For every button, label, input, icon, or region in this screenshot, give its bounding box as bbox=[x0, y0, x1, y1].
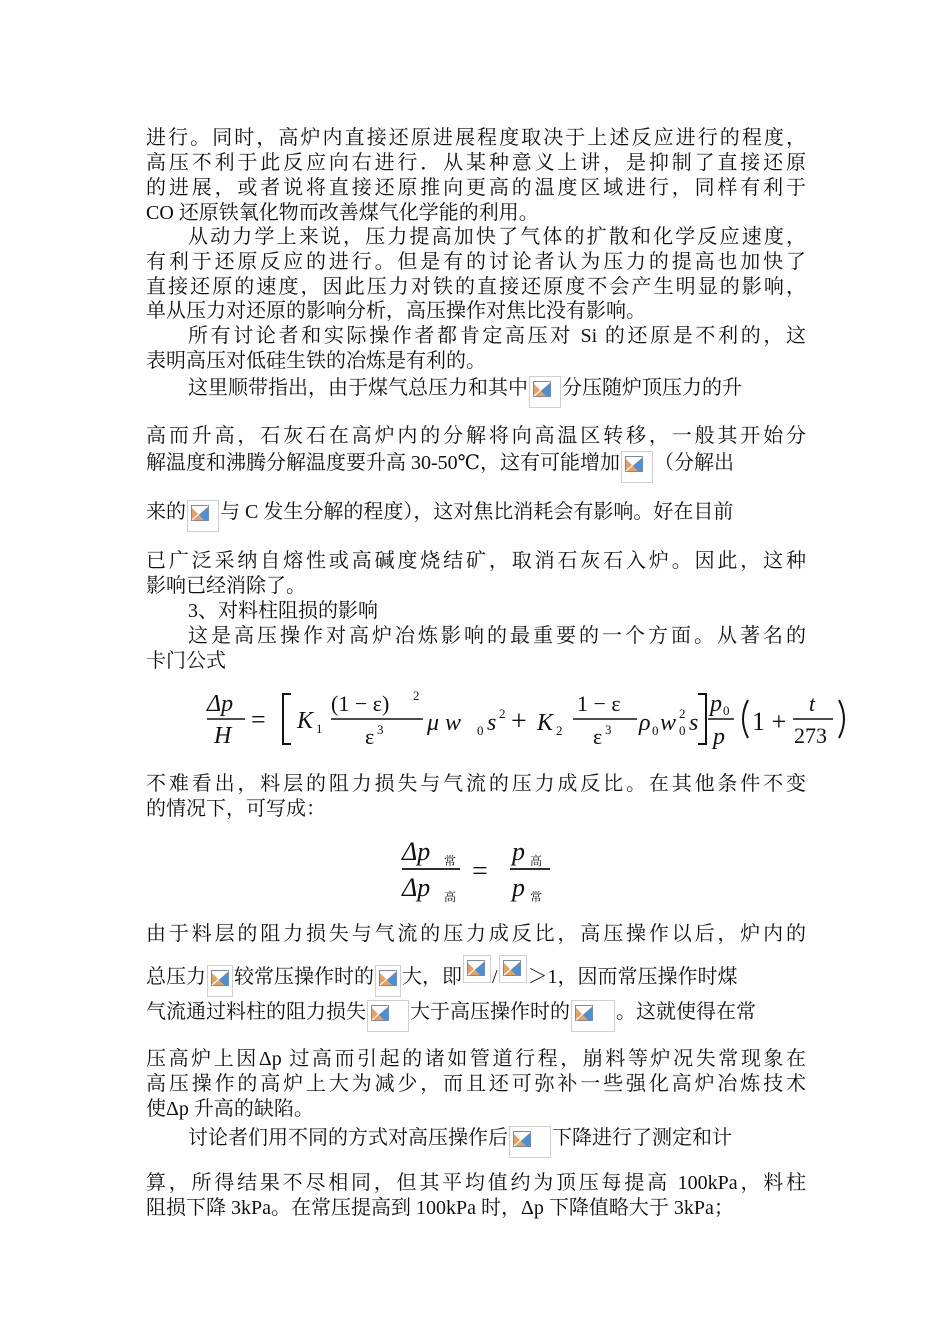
k2-subscript: 2 bbox=[556, 723, 563, 738]
p-denominator: p bbox=[713, 724, 725, 750]
paragraph-line: CO 还原铁氧化物而改善煤气化学能的利用。 bbox=[146, 202, 539, 224]
paragraph-line: 由于料层的阻力损失与气流的压力成反比，高压操作以后，炉内的 bbox=[146, 923, 806, 945]
text-run: 分压随炉顶压力的升 bbox=[562, 377, 742, 399]
text-run: 与 C 发生分解的程度），这对焦比消耗会有影响。好在目前 bbox=[220, 501, 734, 523]
square-exponent: 2 bbox=[413, 688, 420, 703]
broken-image-icon bbox=[375, 965, 401, 997]
text-run: 下降进行了测定和计 bbox=[552, 1127, 732, 1149]
ratio-lhs-denominator: Δp bbox=[402, 873, 431, 902]
paragraph-line: 高而升高，石灰石在高炉内的分解将向高温区转移，一般其开始分 bbox=[146, 425, 806, 447]
paragraph-line: 高压不利于此反应向右进行．从某种意义上讲，是抑制了直接还原 bbox=[146, 152, 806, 174]
paragraph-line bbox=[146, 1000, 806, 1032]
paragraph-line: 所有讨论者和实际操作者都肯定高压对 Si 的还原是不利的，这 bbox=[188, 325, 806, 347]
ratio-rhs-denominator-subscript: 常 bbox=[530, 890, 543, 904]
lhs-numerator: Δp bbox=[207, 691, 234, 717]
paragraph-line: 影响已经消除了。 bbox=[146, 575, 306, 597]
text-run: （分解出 bbox=[654, 452, 735, 474]
paragraph-line: 算，所得结果不尽相同，但其平均值约为顶压每提高 100kPa，料柱 bbox=[146, 1172, 806, 1194]
w0-subscript: 0 bbox=[477, 723, 484, 738]
paragraph-line: 进行。同时，高炉内直接还原进展程度取决于上述反应进行的程度， bbox=[146, 127, 806, 149]
s2-symbol: s bbox=[689, 710, 699, 736]
broken-image-icon bbox=[463, 955, 491, 983]
one-plus: 1 + bbox=[752, 707, 787, 736]
k1-subscript: 1 bbox=[316, 721, 323, 736]
term1-tail: μ w bbox=[427, 710, 462, 736]
text-run: 来的 bbox=[146, 501, 186, 523]
paragraph-line: 压高炉上因Δp 过高而引起的诸如管道行程，崩料等炉况失常现象在 bbox=[146, 1048, 806, 1070]
s-symbol: s bbox=[487, 710, 497, 736]
section-heading: 3、对料柱阻损的影响 bbox=[188, 600, 378, 622]
p0-subscript: 0 bbox=[723, 703, 730, 718]
paragraph-line bbox=[146, 955, 806, 997]
paragraph-line: 不难看出，料层的阻力损失与气流的压力成反比。在其他条件不变 bbox=[146, 773, 806, 795]
plus-sign: + bbox=[511, 706, 527, 737]
paragraph-line bbox=[188, 376, 806, 408]
text-run: 较常压操作时的 bbox=[234, 966, 374, 988]
w-subscript: 0 bbox=[679, 723, 686, 738]
broken-image-icon bbox=[529, 376, 561, 408]
paragraph-line bbox=[188, 1126, 806, 1158]
rho-symbol: ρ bbox=[639, 710, 651, 736]
cube-exponent: 3 bbox=[377, 722, 384, 737]
text-run: 气流通过料柱的阻力损失 bbox=[146, 1001, 366, 1023]
ratio-rhs-numerator-subscript: 高 bbox=[530, 854, 543, 868]
t-numerator: t bbox=[809, 691, 816, 716]
k2-symbol: K bbox=[537, 710, 554, 736]
term2-denominator: ε bbox=[593, 724, 603, 749]
paragraph-line: 的进展，或者说将直接还原推向更高的温度区域进行，同样有利于 bbox=[146, 177, 806, 199]
pressure-ratio-formula bbox=[400, 834, 560, 909]
term2-cube-exponent: 3 bbox=[605, 722, 612, 737]
ratio-rhs-numerator: p bbox=[512, 837, 525, 866]
w-symbol: w bbox=[660, 710, 677, 736]
t-denominator: 273 bbox=[794, 723, 827, 748]
ratio-equals-sign: = bbox=[472, 856, 488, 887]
paragraph-line: 高压操作的高炉上大为减少，而且还可弥补一些强化高炉冶炼技术 bbox=[146, 1073, 806, 1095]
ratio-lhs-numerator: Δp bbox=[402, 837, 431, 866]
term1-denominator: ε bbox=[365, 724, 375, 749]
equals-sign: = bbox=[251, 705, 266, 734]
broken-image-icon bbox=[509, 1126, 551, 1158]
paragraph-line: 从动力学上来说，压力提高加快了气体的扩散和化学反应速度， bbox=[188, 226, 806, 248]
broken-image-icon bbox=[499, 955, 527, 983]
ratio-lhs-numerator-subscript: 常 bbox=[444, 854, 457, 868]
term1-numerator: (1 − ε) bbox=[331, 691, 390, 716]
ratio-rhs-denominator: p bbox=[512, 873, 525, 902]
broken-image-icon bbox=[571, 1000, 615, 1032]
broken-image-icon bbox=[621, 451, 653, 483]
paragraph-line: 这是高压操作对高炉冶炼影响的最重要的一个方面。从著名的 bbox=[188, 625, 806, 647]
paragraph-line: 表明高压对低硅生铁的冶炼是有利的。 bbox=[146, 350, 486, 372]
lhs-denominator: H bbox=[214, 723, 232, 749]
broken-image-icon bbox=[367, 1000, 409, 1032]
term2-numerator: 1 − ε bbox=[577, 691, 621, 716]
paragraph-line: 使Δp 升高的缺陷。 bbox=[146, 1098, 314, 1120]
paragraph-line bbox=[146, 500, 806, 532]
text-run: 大，即 bbox=[402, 966, 462, 988]
paragraph-line: 卡门公式 bbox=[146, 650, 226, 672]
broken-image-icon bbox=[187, 500, 219, 532]
paragraph-line: 直接还原的速度，因此压力对铁的直接还原度不会产生明显的影响， bbox=[146, 276, 806, 298]
paragraph-line: 的情况下，可写成： bbox=[146, 798, 326, 820]
p0-numerator: p bbox=[710, 691, 722, 717]
s-square-exponent: 2 bbox=[499, 706, 506, 721]
text-run: 。这就使得在常 bbox=[616, 1001, 756, 1023]
text-run: ＞1，因而常压操作时煤 bbox=[527, 966, 738, 988]
text-run: 大于高压操作时的 bbox=[410, 1001, 570, 1023]
paragraph-line bbox=[146, 451, 806, 483]
karman-formula bbox=[205, 686, 855, 755]
text-run: / bbox=[492, 966, 498, 988]
text-run: 总压力 bbox=[146, 966, 206, 988]
text-run: 这里顺带指出，由于煤气总压力和其中 bbox=[188, 377, 528, 399]
broken-image-icon bbox=[207, 965, 233, 997]
paragraph-line: 单从压力对还原的影响分析，高压操作对焦比没有影响。 bbox=[146, 300, 646, 322]
paragraph-line: 有利于还原反应的进行。但是有的讨论者认为压力的提高也加快了 bbox=[146, 251, 806, 273]
paragraph-line: 已广泛采纳自熔性或高碱度烧结矿，取消石灰石入炉。因此，这种 bbox=[146, 550, 806, 572]
paragraph-line: 阻损下降 3kPa。在常压提高到 100kPa 时，Δp 下降值略大于 3kPa； bbox=[146, 1197, 734, 1219]
k1-symbol: K bbox=[297, 708, 314, 734]
ratio-lhs-denominator-subscript: 高 bbox=[444, 890, 457, 904]
text-run: 讨论者们用不同的方式对高压操作后 bbox=[188, 1127, 508, 1149]
w-square-exponent: 2 bbox=[679, 706, 686, 721]
rho-subscript: 0 bbox=[652, 723, 659, 738]
text-run: 解温度和沸腾分解温度要升高 30-50℃，这有可能增加 bbox=[146, 452, 621, 474]
